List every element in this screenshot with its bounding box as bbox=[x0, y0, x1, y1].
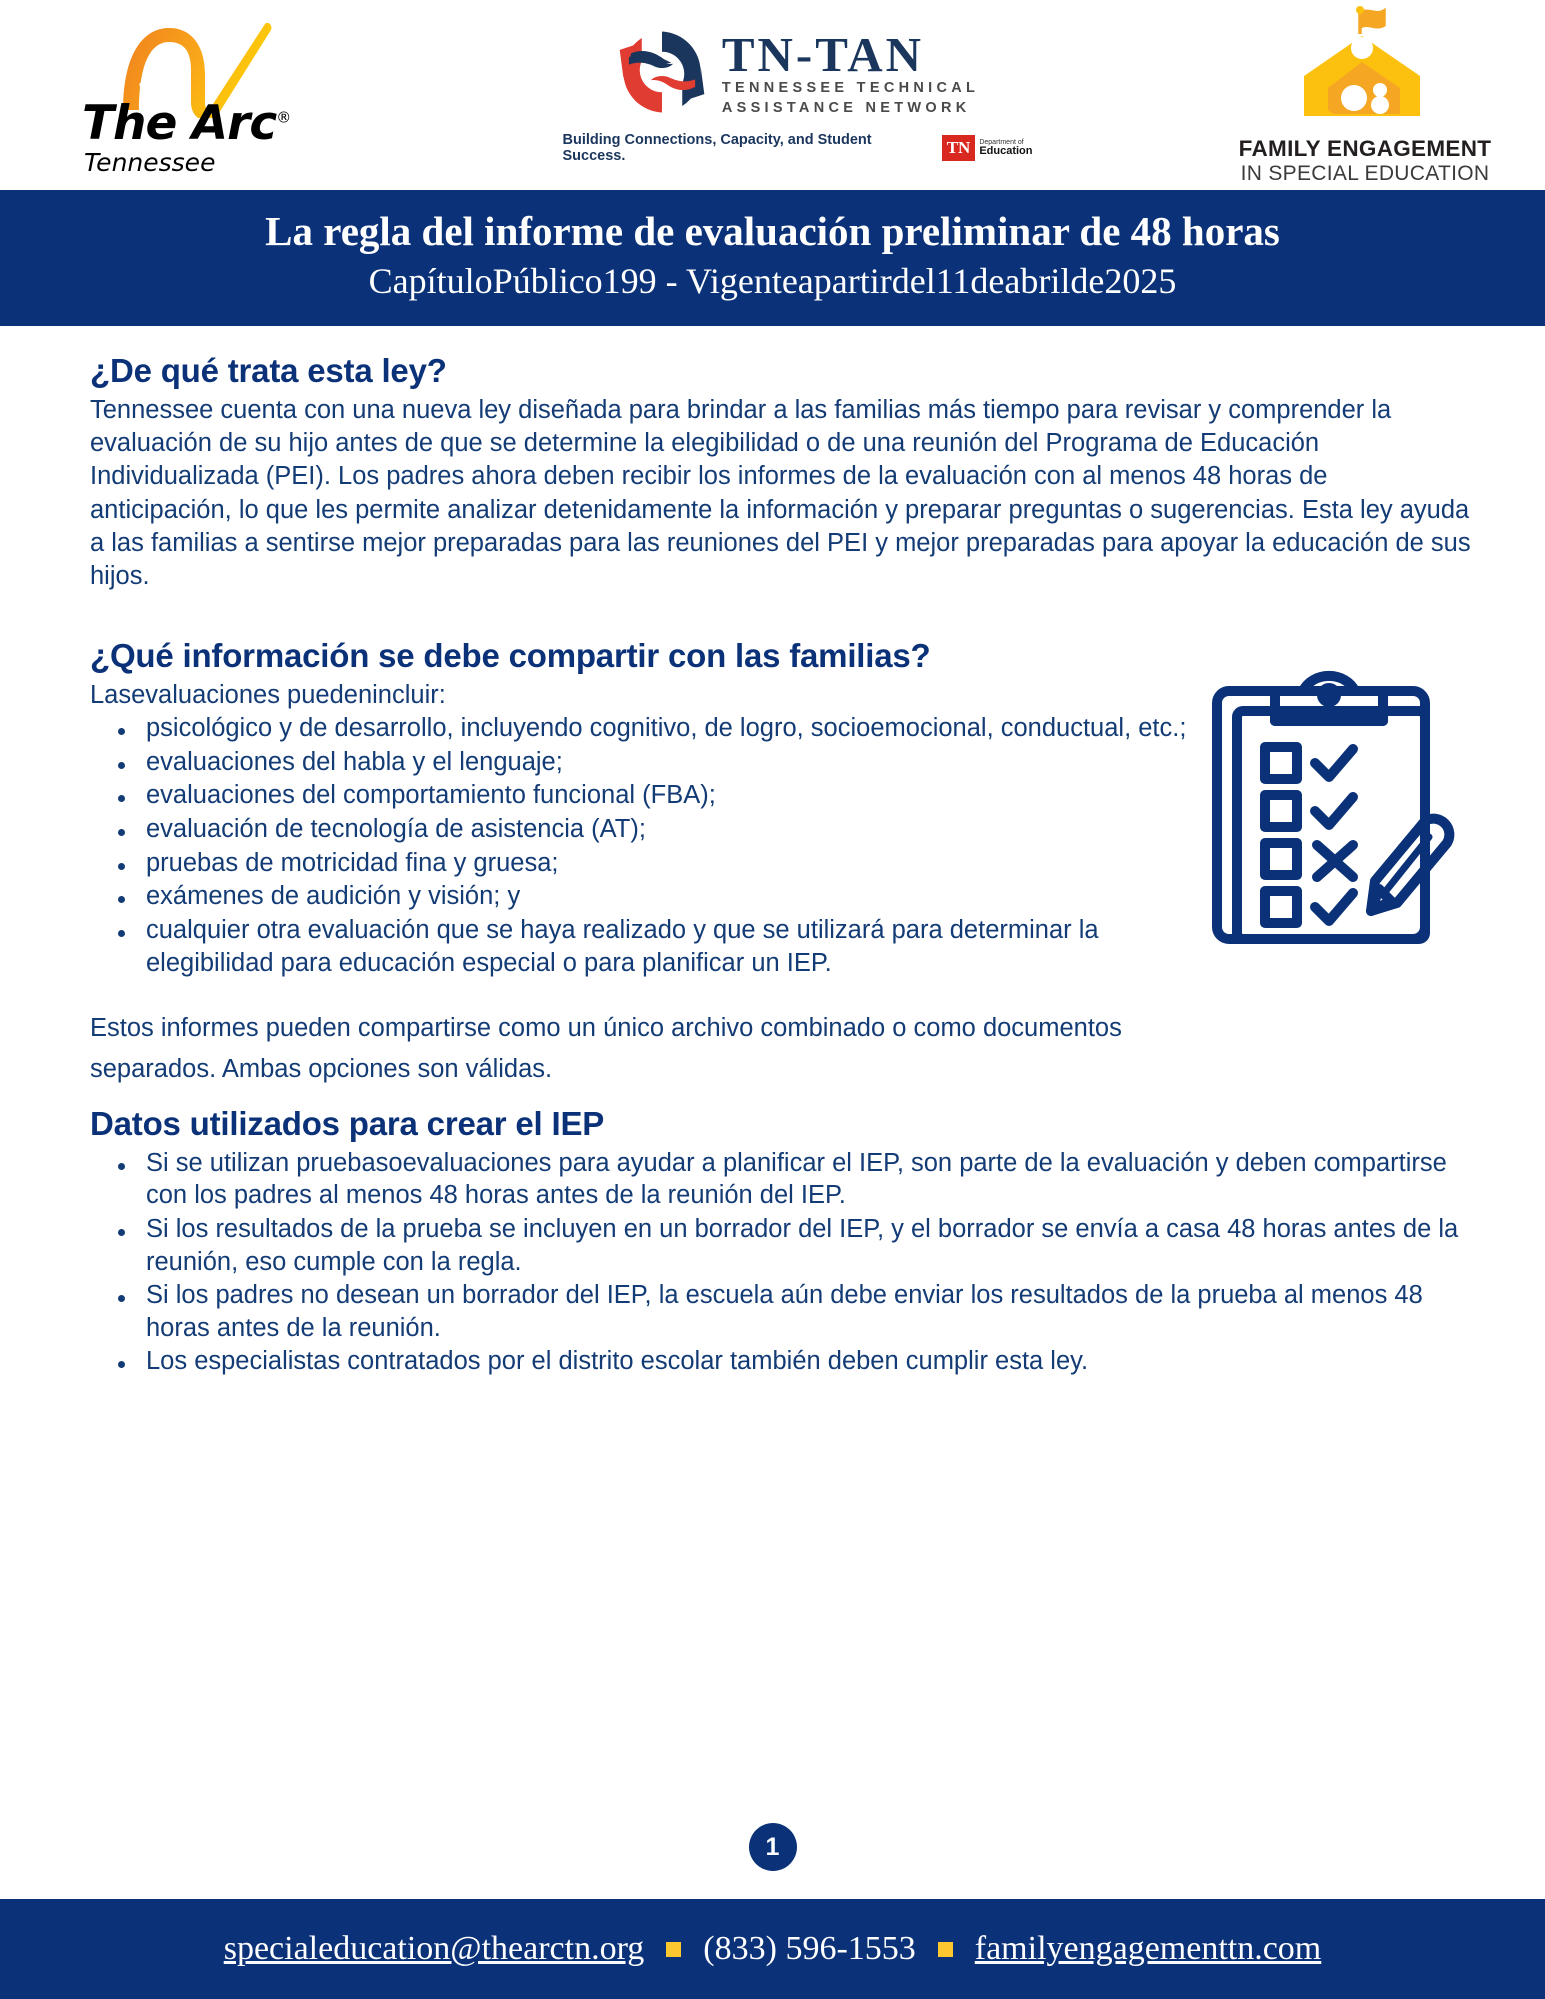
footer-separator-square-icon bbox=[666, 1942, 681, 1957]
list-item: psicológico y de desarrollo, incluyendo cognitivo, de logro, socioemocional, conductual, etc.; bbox=[112, 712, 1212, 745]
footer-email-link[interactable]: specialeducation@thearctn.org bbox=[223, 1930, 645, 1967]
list-item: Si se utilizan pruebasoevaluaciones para ayudar a planificar el IEP, son parte de la evaluación y deben compartirse con los padres al menos 48 horas antes de la reunión del IEP. bbox=[112, 1147, 1475, 1212]
section-heading-1: ¿De qué trata esta ley? bbox=[90, 352, 447, 390]
section-datos-iep bbox=[90, 1105, 1475, 1378]
logo-header-strip bbox=[0, 0, 1545, 190]
arc-state-label: Tennessee bbox=[84, 147, 216, 177]
arc-wordmark: The Arc® bbox=[82, 95, 291, 151]
section-paragraph-1: Tennessee cuenta con una nueva ley diseñada para brindar a las familias más tiempo para revisar y comprender la evaluación de su hijo antes de que se determine la elegibilidad o de una reunión del Programa de Educación Individualizada (PEI). Los padres ahora deben recibir los informes de la evaluación con al menos 48 horas de anticipación, lo que les permite analizar detenidamente la información y preparar preguntas o sugerencias. Esta ley ayuda a las familias a sentirse mejor preparadas para las reuniones del PEI y mejor preparadas para apoyar la educación de sus hijos. bbox=[90, 396, 1471, 590]
section-2-intro: Lasevaluaciones puedenincluir: bbox=[90, 680, 446, 709]
page-number-badge: 1 bbox=[749, 1823, 797, 1871]
list-item: Los especialistas contratados por el distrito escolar también deben cumplir esta ley. bbox=[112, 1345, 1475, 1378]
family-engagement-logo bbox=[1235, 4, 1495, 186]
section-que-trata-esta-ley bbox=[90, 352, 1475, 593]
list-item: evaluaciones del comportamiento funcional (FBA); bbox=[112, 779, 1212, 812]
page-title: La regla del informe de evaluación preliminar de 48 horas bbox=[265, 208, 1280, 254]
section-2-closing-paragraph: Estos informes pueden compartirse como un único archivo combinado o como documentos separados. Ambas opciones son válidas. bbox=[90, 1014, 1122, 1084]
section-heading-2: ¿Qué información se debe compartir con las familias? bbox=[90, 636, 931, 674]
section-heading-3: Datos utilizados para crear el IEP bbox=[90, 1104, 605, 1142]
tn-tan-subtitle-line1: TENNESSEE TECHNICAL bbox=[721, 80, 980, 97]
tn-badge-line2: Education bbox=[979, 144, 1033, 157]
evaluation-types-list bbox=[112, 712, 1212, 979]
the-arc-tennessee-logo bbox=[60, 8, 360, 183]
iep-data-list bbox=[112, 1147, 1475, 1378]
tn-badge-line1: Department of bbox=[979, 138, 1024, 146]
footer-separator-square-icon bbox=[938, 1942, 953, 1957]
section-que-informacion bbox=[90, 637, 1475, 1091]
list-item: Si los resultados de la prueba se incluyen en un borrador del IEP, y el borrador se envía a casa 48 horas antes de la reunión, eso cumple con la regla. bbox=[112, 1213, 1475, 1278]
tn-tan-logo bbox=[563, 8, 1033, 183]
list-item: Si los padres no desean un borrador del IEP, la escuela aún debe enviar los resultados de la prueba al menos 48 horas antes de la reunión. bbox=[112, 1279, 1475, 1344]
clipboard-checklist-icon bbox=[1179, 649, 1479, 949]
list-item: evaluaciones del habla y el lenguaje; bbox=[112, 746, 1212, 779]
title-banner bbox=[0, 190, 1545, 326]
registered-mark-icon: ® bbox=[276, 107, 291, 126]
family-engagement-line2: IN SPECIAL EDUCATION bbox=[1240, 162, 1490, 185]
tn-tan-hands-circle-icon bbox=[616, 26, 708, 123]
list-item: evaluación de tecnología de asistencia (AT); bbox=[112, 813, 1212, 846]
page-number-container bbox=[0, 1823, 1545, 1871]
tn-tan-tagline: Building Connections, Capacity, and Student Success. bbox=[562, 132, 872, 164]
page-subtitle: CapítuloPúblico199 - Vigenteapartirdel11deabrilde2025 bbox=[368, 261, 1177, 302]
tn-badge-abbrev: TN bbox=[942, 135, 976, 161]
main-content bbox=[0, 326, 1545, 1378]
footer-website-link[interactable]: familyengagementtn.com bbox=[974, 1930, 1322, 1967]
tn-tan-acronym: TN-TAN bbox=[721, 27, 925, 83]
list-item: cualquier otra evaluación que se haya realizado y que se utilizará para determinar la elegibilidad para educación especial o para planificar un IEP. bbox=[112, 914, 1212, 979]
tn-department-of-education-badge bbox=[942, 135, 1033, 161]
schoolhouse-flag-icon bbox=[1298, 4, 1433, 131]
list-item: exámenes de audición y visión; y bbox=[112, 880, 1212, 913]
family-engagement-line1: FAMILY ENGAGEMENT bbox=[1238, 136, 1492, 161]
list-item: pruebas de motricidad fina y gruesa; bbox=[112, 847, 1212, 880]
footer-phone-number: (833) 596-1553 bbox=[703, 1930, 916, 1967]
tn-tan-subtitle-line2: ASSISTANCE NETWORK bbox=[721, 100, 971, 116]
footer-contact-bar bbox=[0, 1899, 1545, 1999]
